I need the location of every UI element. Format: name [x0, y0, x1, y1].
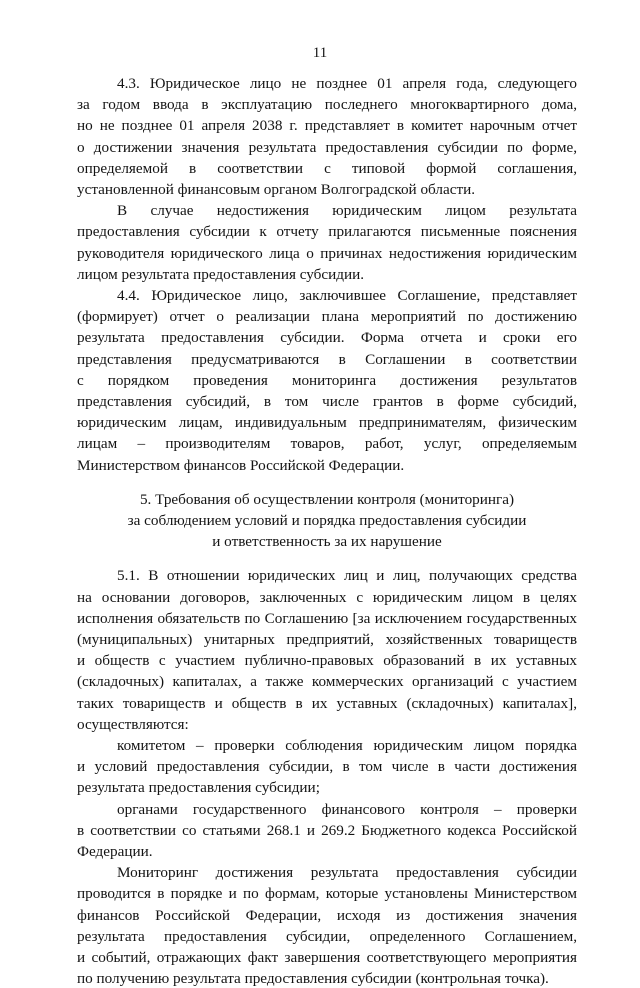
- text-line: установленной финансовым органом Волгоградской области.: [77, 181, 476, 198]
- text-line: о достижении значения результата предоставления субсидии по форме,: [77, 138, 577, 156]
- text-line: на основании договоров, заключенных с юридическим лицом в целях: [77, 588, 577, 606]
- text-line: представления субсидий, в том числе грантов в форме субсидий,: [77, 393, 577, 410]
- text-line: (складочных) капиталах, а также коммерческих организаций с участием: [77, 673, 577, 691]
- text-line: финансов Российской Федерации, исходя из достижения значения: [77, 906, 577, 924]
- text-line: руководителя юридического лица о причинах недостижения юридическим: [77, 244, 577, 262]
- text-line: но не позднее 01 апреля 2038 г. представляет в комитет нарочным отчет: [77, 117, 577, 135]
- text-line: исполнения обязательств по Соглашению [за исключением государственных: [77, 609, 577, 627]
- text-line: с порядком проведения мониторинга достижения результатов: [77, 371, 577, 389]
- text-line: лицом результата предоставления субсидии.: [77, 265, 365, 283]
- text-line: и обществ с участием публично-правовых образований в их уставных: [77, 652, 577, 670]
- text-line: Федерации.: [77, 843, 153, 860]
- text-line: 5.1. В отношении юридических лиц и лиц, получающих средства: [117, 567, 577, 585]
- text-line: Министерством финансов Российской Федерации.: [77, 456, 405, 474]
- text-line: В случае недостижения юридическим лицом результата: [117, 202, 577, 220]
- text-line: и событий, отражающих факт завершения соответствующего мероприятия: [77, 949, 577, 966]
- text-line: юридическим лицам, индивидуальным предпринимателям, физическим: [77, 414, 577, 432]
- page-number: 11: [312, 45, 328, 61]
- section-heading-line: и ответственность за их нарушение: [212, 533, 442, 551]
- text-line: представления предусматриваются в Соглашении в соответствии: [77, 350, 577, 368]
- text-line: (муниципальных) унитарных предприятий, хозяйственных товариществ: [77, 631, 577, 648]
- text-line: проводится в порядке и по формам, которые установлены Министерством: [77, 885, 577, 903]
- text-line: результата предоставления субсидии. Форма отчета и сроки его: [77, 329, 577, 347]
- section-heading-line: 5. Требования об осуществлении контроля (мониторинга): [139, 490, 515, 508]
- text-line: органами государственного финансового контроля – проверки: [117, 800, 577, 818]
- text-line: результата предоставления субсидии, определенного Соглашением,: [77, 927, 577, 945]
- section-heading-line: за соблюдением условий и порядка предоставления субсидии: [127, 512, 527, 529]
- text-line: лицам – производителям товаров, работ, услуг, определяемым: [77, 435, 577, 453]
- text-line: комитетом – проверки соблюдения юридическим лицом порядка: [117, 737, 577, 754]
- text-line: за годом ввода в эксплуатацию последнего многоквартирного дома,: [77, 96, 577, 114]
- text-line: в соответствии со статьями 268.1 и 269.2 Бюджетного кодекса Российской: [77, 821, 577, 839]
- text-line: таких товариществ и обществ в их уставных (складочных) капиталах],: [77, 694, 577, 712]
- text-line: и условий предоставления субсидии, в том числе в части достижения: [77, 758, 577, 776]
- text-line: определяемой в соответствии с типовой формой соглашения,: [77, 159, 577, 177]
- text-line: 4.3. Юридическое лицо не позднее 01 апреля года, следующего: [117, 75, 577, 92]
- text-line: предоставления субсидии к отчету прилагаются письменные пояснения: [77, 223, 577, 241]
- text-line: Мониторинг достижения результата предоставления субсидии: [117, 864, 577, 882]
- text-line: осуществляются:: [77, 715, 189, 733]
- text-line: 4.4. Юридическое лицо, заключившее Соглашение, представляет: [117, 287, 577, 304]
- text-line: результата предоставления субсидии;: [77, 779, 320, 797]
- text-line: (формирует) отчет о реализации плана мероприятий по достижению: [77, 308, 577, 326]
- text-line: по получению результата предоставления субсидии (контрольная точка).: [77, 970, 549, 988]
